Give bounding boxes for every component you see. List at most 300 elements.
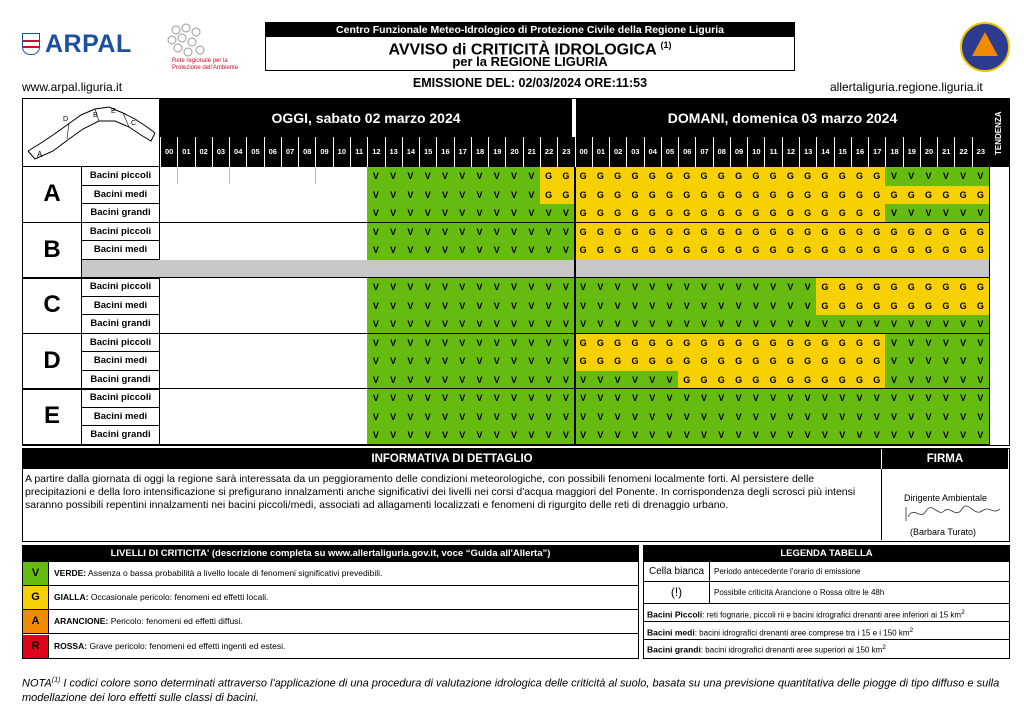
criticality-cell: V <box>834 315 851 334</box>
criticality-cell: G <box>592 186 609 205</box>
criticality-cell: V <box>903 167 920 186</box>
criticality-cell: V <box>920 334 937 353</box>
criticality-cell: V <box>903 334 920 353</box>
criticality-cell: G <box>868 371 885 390</box>
criticality-cell <box>212 315 229 334</box>
criticality-cell: V <box>540 334 557 353</box>
criticality-cell: G <box>782 223 799 242</box>
criticality-cell: V <box>575 408 592 427</box>
criticality-cell: V <box>592 389 609 408</box>
criticality-cell: V <box>747 297 764 316</box>
criticality-cell: V <box>540 278 557 297</box>
tendenza-column <box>989 167 1009 445</box>
criticality-cell: G <box>816 167 833 186</box>
criticality-cell: V <box>557 315 574 334</box>
criticality-cell: V <box>644 297 661 316</box>
criticality-cell <box>195 186 212 205</box>
criticality-cell <box>298 315 315 334</box>
criticality-cell: G <box>575 204 592 223</box>
criticality-cell: V <box>592 315 609 334</box>
criticality-cell <box>212 186 229 205</box>
criticality-cell: V <box>385 334 402 353</box>
criticality-cell: V <box>609 297 626 316</box>
criticality-cell: G <box>834 297 851 316</box>
hour-label: 17 <box>868 137 885 167</box>
criticality-cell: V <box>385 371 402 390</box>
criticality-cell: G <box>920 223 937 242</box>
criticality-cell <box>333 297 350 316</box>
criticality-cell: V <box>505 223 522 242</box>
criticality-cell: V <box>557 223 574 242</box>
criticality-cell <box>229 241 246 260</box>
criticality-cell: G <box>695 167 712 186</box>
criticality-cell <box>333 186 350 205</box>
criticality-cell: V <box>540 352 557 371</box>
criticality-cell: V <box>385 186 402 205</box>
criticality-cell <box>246 297 263 316</box>
criticality-cell: V <box>730 408 747 427</box>
criticality-cell: G <box>868 223 885 242</box>
criticality-cell: G <box>695 352 712 371</box>
criticality-cell <box>246 167 263 186</box>
criticality-cell <box>177 371 194 390</box>
criticality-cell: V <box>661 426 678 445</box>
criticality-cell <box>246 389 263 408</box>
criticality-cell: G <box>799 352 816 371</box>
criticality-cell: V <box>713 408 730 427</box>
criticality-cell <box>333 315 350 334</box>
criticality-cell <box>160 204 177 223</box>
criticality-cell: V <box>471 408 488 427</box>
criticality-cell: V <box>505 315 522 334</box>
legend-excl-val: Possibile criticità Arancione o Rossa oltre le 48h <box>714 588 885 597</box>
allerta-url[interactable]: allertaliguria.regione.liguria.it <box>830 80 983 94</box>
map-zone-a: A <box>37 150 43 159</box>
criticality-cell <box>333 408 350 427</box>
criticality-cell: G <box>799 334 816 353</box>
criticality-cell <box>246 334 263 353</box>
criticality-cell: V <box>885 352 902 371</box>
criticality-cell: V <box>972 167 989 186</box>
criticality-cell: G <box>816 186 833 205</box>
criticality-cell: G <box>644 204 661 223</box>
criticality-cell: V <box>557 371 574 390</box>
criticality-cell: V <box>523 315 540 334</box>
level-code: R <box>23 635 49 659</box>
level-name: GIALLA: <box>54 592 89 603</box>
criticality-cell: V <box>436 223 453 242</box>
level-row <box>23 610 638 634</box>
criticality-cell: V <box>436 334 453 353</box>
levels-title: LIVELLI DI CRITICITA' (descrizione completa su www.allertaliguria.gov.it, voce “Guida all'Allerta”) <box>23 546 638 562</box>
criticality-cell: G <box>972 241 989 260</box>
criticality-cell: G <box>644 241 661 260</box>
signer-role: Dirigente Ambientale <box>904 493 988 503</box>
criticality-cell: V <box>505 334 522 353</box>
criticality-cell: V <box>385 167 402 186</box>
criticality-cell: V <box>367 408 384 427</box>
criticality-cell: G <box>626 223 643 242</box>
criticality-cell: G <box>782 241 799 260</box>
criticality-cell <box>177 408 194 427</box>
criticality-cell <box>315 223 332 242</box>
criticality-cell: G <box>713 352 730 371</box>
criticality-cell: V <box>419 408 436 427</box>
criticality-cell: V <box>505 352 522 371</box>
day-separator <box>574 167 576 445</box>
criticality-cell: V <box>575 389 592 408</box>
criticality-cell: G <box>834 223 851 242</box>
criticality-cell: G <box>540 186 557 205</box>
criticality-cell: G <box>851 167 868 186</box>
criticality-cell <box>229 352 246 371</box>
criticality-cell: V <box>903 371 920 390</box>
criticality-cell: V <box>471 315 488 334</box>
criticality-cell: V <box>747 278 764 297</box>
criticality-cell: V <box>523 371 540 390</box>
zone-letter: D <box>23 334 82 390</box>
criticality-cell: V <box>816 408 833 427</box>
criticality-cell: V <box>937 408 954 427</box>
criticality-cell <box>350 408 367 427</box>
criticality-cell <box>195 278 212 297</box>
criticality-cell: V <box>799 408 816 427</box>
criticality-cell: V <box>954 389 971 408</box>
criticality-cell: G <box>834 278 851 297</box>
hour-label: 17 <box>454 137 471 167</box>
criticality-cell: V <box>488 186 505 205</box>
criticality-cell: V <box>488 297 505 316</box>
criticality-cell <box>212 334 229 353</box>
criticality-cell: V <box>523 186 540 205</box>
criticality-cell <box>195 408 212 427</box>
hour-label: 00 <box>160 137 177 167</box>
criticality-cell: G <box>903 223 920 242</box>
criticality-cell: V <box>436 167 453 186</box>
hour-label: 11 <box>350 137 367 167</box>
criticality-cell: V <box>523 278 540 297</box>
criticality-cell <box>160 371 177 390</box>
criticality-cell: G <box>747 371 764 390</box>
criticality-cell: V <box>402 426 419 445</box>
criticality-cell: V <box>834 426 851 445</box>
criticality-cell: G <box>816 334 833 353</box>
criticality-cell: V <box>488 204 505 223</box>
criticality-cell: V <box>575 426 592 445</box>
criticality-cell <box>246 371 263 390</box>
criticality-cell: G <box>868 278 885 297</box>
criticality-cell: V <box>505 408 522 427</box>
criticality-cell: V <box>972 352 989 371</box>
criticality-cell: V <box>523 426 540 445</box>
footnote: NOTA$^{(1)}$ I codici colore sono determinati attraverso l'applicazione di una procedura di valutazione idrologica delle criticità al suolo, basata su una previsione quantitativa delle piogge di tipo diffuso e sulla modellazione dei loro effetti sulle classi di bacini. <box>22 677 1000 704</box>
criticality-cell: G <box>920 278 937 297</box>
criticality-cell: V <box>747 426 764 445</box>
criticality-cell: V <box>678 297 695 316</box>
criticality-cell: G <box>851 278 868 297</box>
criticality-cell <box>177 334 194 353</box>
criticality-cell: V <box>695 389 712 408</box>
criticality-cell: V <box>903 204 920 223</box>
criticality-cell <box>264 297 281 316</box>
level-desc: Pericolo: fenomeni ed effetti diffusi. <box>110 616 243 627</box>
criticality-cell: V <box>609 426 626 445</box>
basin-label: Bacini piccoli <box>82 389 160 408</box>
criticality-cell: V <box>419 167 436 186</box>
criticality-cell: V <box>609 371 626 390</box>
criticality-cell: V <box>402 334 419 353</box>
criticality-cell: V <box>488 167 505 186</box>
criticality-cell <box>350 241 367 260</box>
criticality-cell <box>264 204 281 223</box>
criticality-cell: V <box>402 408 419 427</box>
criticality-cell <box>315 352 332 371</box>
criticality-cell: G <box>816 371 833 390</box>
criticality-cell: V <box>644 371 661 390</box>
hour-label: 20 <box>920 137 937 167</box>
criticality-cell: G <box>799 167 816 186</box>
criticality-cell <box>229 297 246 316</box>
liguria-crest-icon <box>22 33 40 55</box>
criticality-cell <box>350 167 367 186</box>
levels-section <box>22 545 639 659</box>
criticality-cell: G <box>954 186 971 205</box>
criticality-cell: V <box>851 426 868 445</box>
criticality-cell <box>264 241 281 260</box>
criticality-cell <box>195 297 212 316</box>
criticality-cell <box>315 334 332 353</box>
empty-row <box>82 260 989 279</box>
arpal-url[interactable]: www.arpal.liguria.it <box>22 80 123 94</box>
criticality-cell: V <box>764 315 781 334</box>
legend-white-row <box>644 562 1009 582</box>
criticality-cell <box>246 278 263 297</box>
map-zone-b: B <box>93 112 98 119</box>
criticality-cell <box>298 167 315 186</box>
criticality-cell: V <box>557 334 574 353</box>
criticality-cell: V <box>937 315 954 334</box>
criticality-cell <box>350 426 367 445</box>
criticality-cell: V <box>816 389 833 408</box>
criticality-cell: V <box>661 297 678 316</box>
criticality-cell: V <box>523 389 540 408</box>
hour-label: 01 <box>592 137 609 167</box>
criticality-cell <box>333 278 350 297</box>
criticality-cell: V <box>954 204 971 223</box>
criticality-cell: V <box>454 297 471 316</box>
criticality-cell: G <box>920 186 937 205</box>
criticality-cell: V <box>764 426 781 445</box>
criticality-cell <box>281 223 298 242</box>
map-zone-e: E <box>111 108 116 115</box>
criticality-cell: V <box>972 426 989 445</box>
legend-medium-row: Bacini medi: bacini idrografici drenanti aree comprese tra i 15 e i 150 $km^2$ <box>644 622 1009 640</box>
criticality-cell: V <box>505 371 522 390</box>
criticality-cell: V <box>972 334 989 353</box>
hour-label: 14 <box>816 137 833 167</box>
criticality-cell: G <box>816 297 833 316</box>
criticality-cell <box>195 204 212 223</box>
basin-label: Bacini medi <box>82 186 160 205</box>
criticality-cell: V <box>540 389 557 408</box>
criticality-cell: V <box>782 297 799 316</box>
criticality-cell: V <box>402 389 419 408</box>
criticality-cell <box>333 389 350 408</box>
criticality-cell: V <box>592 371 609 390</box>
criticality-cell <box>229 408 246 427</box>
hour-label: 23 <box>972 137 989 167</box>
hour-label: 12 <box>782 137 799 167</box>
criticality-cell <box>212 408 229 427</box>
criticality-cell: V <box>885 389 902 408</box>
signer-name: (Barbara Turato) <box>910 527 977 537</box>
criticality-cell <box>350 204 367 223</box>
cell-divider <box>177 167 178 184</box>
criticality-cell <box>229 186 246 205</box>
criticality-cell <box>333 352 350 371</box>
criticality-cell: G <box>885 297 902 316</box>
criticality-cell: V <box>903 315 920 334</box>
criticality-cell: V <box>419 389 436 408</box>
criticality-cell: V <box>764 278 781 297</box>
criticality-cell <box>298 241 315 260</box>
criticality-cell: V <box>937 334 954 353</box>
criticality-cell: G <box>730 352 747 371</box>
criticality-cell: V <box>661 389 678 408</box>
hour-label: 13 <box>385 137 402 167</box>
criticality-cell <box>264 315 281 334</box>
criticality-cell: V <box>367 204 384 223</box>
criticality-cell: V <box>885 315 902 334</box>
criticality-cell: G <box>730 241 747 260</box>
criticality-cell: G <box>851 352 868 371</box>
criticality-cell: V <box>385 352 402 371</box>
criticality-cell <box>177 186 194 205</box>
legend-medium-key: Bacini medi <box>647 627 695 638</box>
level-desc: Occasionale pericolo: fenomeni ed effetti locali. <box>90 592 269 603</box>
hour-label: 21 <box>937 137 954 167</box>
criticality-cell: V <box>436 426 453 445</box>
criticality-cell: V <box>799 426 816 445</box>
criticality-cell <box>177 278 194 297</box>
criticality-cell: V <box>471 389 488 408</box>
criticality-cell: G <box>557 167 574 186</box>
hour-label: 14 <box>402 137 419 167</box>
criticality-cell <box>195 241 212 260</box>
criticality-cell: G <box>557 186 574 205</box>
criticality-cell: G <box>937 297 954 316</box>
criticality-cell: V <box>488 426 505 445</box>
criticality-cell: G <box>747 334 764 353</box>
criticality-cell <box>264 426 281 445</box>
criticality-cell: G <box>730 186 747 205</box>
criticality-cell: V <box>471 167 488 186</box>
criticality-cell: V <box>402 186 419 205</box>
criticality-cell <box>350 334 367 353</box>
criticality-cell <box>177 426 194 445</box>
criticality-cell <box>229 389 246 408</box>
criticality-cell: V <box>764 389 781 408</box>
criticality-cell: V <box>488 334 505 353</box>
cell-divider <box>229 167 230 184</box>
criticality-cell: G <box>851 241 868 260</box>
criticality-cell: V <box>402 371 419 390</box>
criticality-cell <box>160 426 177 445</box>
criticality-cell: V <box>920 352 937 371</box>
criticality-cell: V <box>454 278 471 297</box>
criticality-cell: G <box>885 186 902 205</box>
criticality-cell: G <box>713 371 730 390</box>
criticality-cell: V <box>972 315 989 334</box>
criticality-cell: G <box>730 223 747 242</box>
criticality-cell: G <box>834 334 851 353</box>
criticality-cell <box>212 426 229 445</box>
criticality-cell <box>298 278 315 297</box>
criticality-cell: V <box>367 426 384 445</box>
criticality-cell <box>212 297 229 316</box>
hour-label: 07 <box>281 137 298 167</box>
criticality-cell: V <box>730 297 747 316</box>
criticality-cell <box>264 408 281 427</box>
criticality-cell: V <box>367 352 384 371</box>
legend-white-val: Periodo antecedente l'orario di emissione <box>714 567 861 576</box>
criticality-cell <box>246 223 263 242</box>
criticality-cell: V <box>609 278 626 297</box>
criticality-cell: V <box>626 297 643 316</box>
criticality-cell: V <box>557 278 574 297</box>
criticality-cell: V <box>626 315 643 334</box>
hour-label: 16 <box>851 137 868 167</box>
criticality-cell: V <box>419 223 436 242</box>
criticality-cell: G <box>695 371 712 390</box>
criticality-cell: V <box>471 241 488 260</box>
criticality-cell: G <box>868 334 885 353</box>
criticality-cell <box>264 278 281 297</box>
criticality-cell: G <box>592 204 609 223</box>
criticality-cell <box>264 371 281 390</box>
criticality-cell: V <box>488 389 505 408</box>
level-row <box>23 586 638 610</box>
criticality-cell: V <box>816 426 833 445</box>
level-row <box>23 635 638 659</box>
legend-excl-key: (!) <box>644 582 710 603</box>
criticality-cell <box>350 389 367 408</box>
criticality-cell: V <box>436 241 453 260</box>
criticality-cell: V <box>540 408 557 427</box>
criticality-cell: G <box>903 297 920 316</box>
criticality-cell <box>264 186 281 205</box>
criticality-cell <box>160 389 177 408</box>
criticality-cell: G <box>575 334 592 353</box>
criticality-cell: V <box>695 297 712 316</box>
basin-label: Bacini medi <box>82 241 160 260</box>
criticality-cell: V <box>436 371 453 390</box>
criticality-cell: V <box>402 167 419 186</box>
criticality-cell: V <box>385 297 402 316</box>
criticality-cell: G <box>730 371 747 390</box>
criticality-cell: V <box>747 408 764 427</box>
criticality-cell: V <box>505 389 522 408</box>
zone-letter: C <box>23 278 82 334</box>
criticality-cell: G <box>903 241 920 260</box>
criticality-cell <box>177 389 194 408</box>
criticality-cell: V <box>419 352 436 371</box>
criticality-cell: V <box>454 315 471 334</box>
criticality-cell: G <box>799 186 816 205</box>
criticality-cell: G <box>885 223 902 242</box>
liguria-map-icon <box>23 99 159 166</box>
criticality-cell: G <box>782 352 799 371</box>
